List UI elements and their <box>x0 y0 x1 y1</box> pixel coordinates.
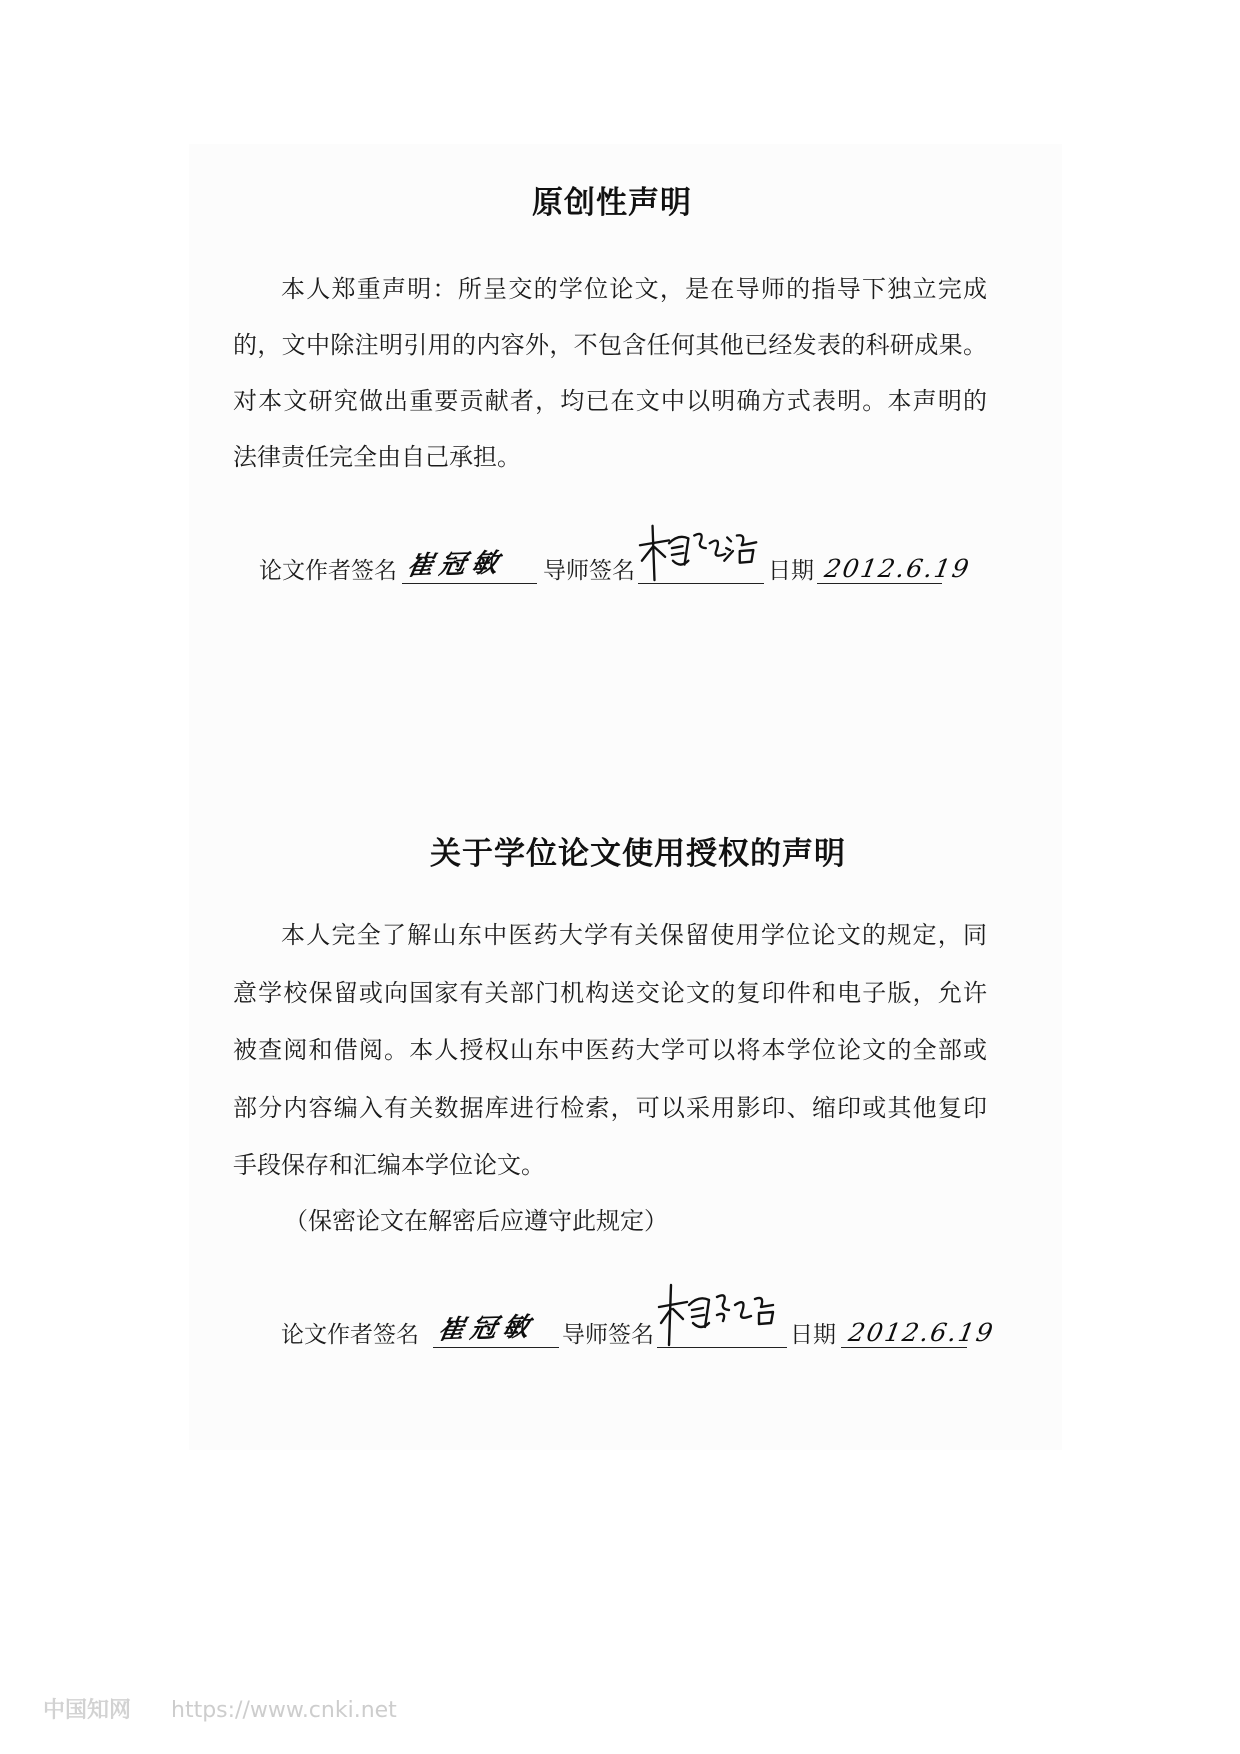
advisor-signature <box>638 521 764 583</box>
originality-declaration-body <box>233 261 987 485</box>
advisor-signature-label: 导师签名 <box>562 1322 654 1348</box>
confidentiality-note: （保密论文在解密后应遵守此规定） <box>284 1207 668 1235</box>
author-signature: 崔冠敏 <box>404 548 507 582</box>
date-field <box>841 1305 997 1348</box>
paragraph-line: 手段保存和汇编本学位论文。 <box>233 1151 545 1179</box>
advisor-signature <box>657 1281 787 1347</box>
signature-row <box>0 541 1240 601</box>
authorization-declaration-body <box>233 907 987 1195</box>
author-signature-label: 论文作者签名 <box>259 558 397 584</box>
advisor-signature-field <box>638 541 764 584</box>
handwritten-date: 2012.6.19 <box>822 554 973 583</box>
watermark-url: https://www.cnki.net <box>171 1698 397 1723</box>
paragraph-line: 法律责任完全由自己承担。 <box>233 443 521 471</box>
watermark-brand: 中国知网 <box>43 1698 132 1723</box>
paragraph-line: 的，文中除注明引用的内容外，不包含任何其他已经发表的科研成果。 <box>233 331 987 359</box>
author-signature-label: 论文作者签名 <box>281 1322 419 1348</box>
paragraph-line: 对本文研究做出重要贡献者，均已在文中以明确方式表明。本声明的 <box>233 387 987 415</box>
advisor-signature-field <box>657 1305 787 1348</box>
paragraph-line: 本人郑重声明：所呈交的学位论文，是在导师的指导下独立完成 <box>281 275 987 303</box>
signature-row <box>0 1305 1240 1365</box>
authorization-declaration-title: 关于学位论文使用授权的声明 <box>430 836 846 872</box>
author-signature: 崔冠敏 <box>435 1312 538 1346</box>
author-signature-field <box>433 1305 559 1348</box>
paragraph-line: 被查阅和借阅。本人授权山东中医药大学可以将本学位论文的全部或 <box>233 1036 987 1064</box>
date-label: 日期 <box>768 558 814 584</box>
advisor-signature-label: 导师签名 <box>543 558 635 584</box>
date-label: 日期 <box>790 1322 836 1348</box>
originality-declaration-title: 原创性声明 <box>532 185 692 221</box>
author-signature-field <box>402 541 537 584</box>
paragraph-line: 意学校保留或向国家有关部门机构送交论文的复印件和电子版，允许 <box>233 978 987 1007</box>
paragraph-line: 部分内容编入有关数据库进行检索，可以采用影印、缩印或其他复印 <box>233 1093 987 1122</box>
paragraph-line: 本人完全了解山东中医药大学有关保留使用学位论文的规定，同 <box>281 921 987 949</box>
date-field <box>817 541 973 584</box>
handwritten-date: 2012.6.19 <box>846 1318 997 1347</box>
